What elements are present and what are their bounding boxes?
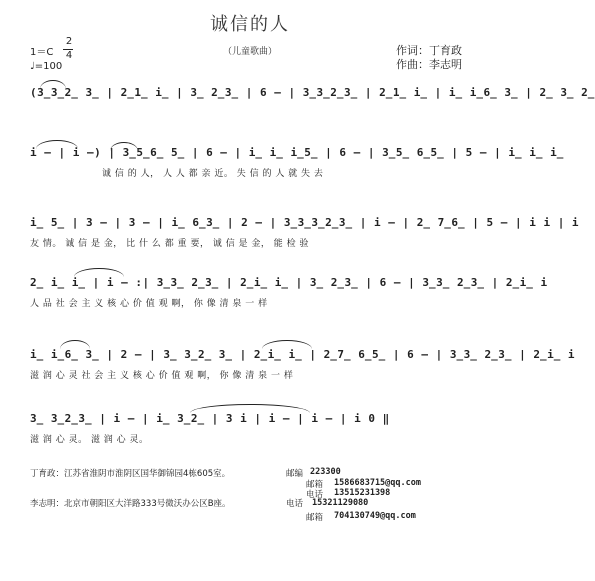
notation-line: 3̲ 3̲2̲3̲ | i – | i̲ 3̲2̲ | 3 i | i – | i – | i 0 ‖ [30, 412, 390, 425]
lyrics-line: 滋 润 心 灵。 滋 润 心 灵。 [30, 435, 149, 445]
lyrics-line: 友 情。 诚 信 是 金， 比 什 么 都 重 要， 诚 信 是 金， 能 检 验 [30, 239, 309, 249]
lyricist-credit: 作词：丁育政 [396, 44, 462, 57]
composer-credit: 作曲：李志明 [396, 58, 462, 71]
notation-line: i̲ 5̲ | 3 – | 3 – | i̲ 6̲3̲ | 2 – | 3̲3̲3̲2̲3̲ | i – | 2̲ 7̲6̲ | 5 – | i i | i [30, 216, 580, 229]
contact-email: 1586683715@qq.com [334, 478, 421, 488]
notation-line: i – | i –) | 3̲5̲6̲ 5̲ | 6 – | i̲ i̲ i̲5̲ | 6 – | 3̲5̲ 6̲5̲ | 5 – | i̲ i̲ i̲ [30, 146, 564, 159]
contact-phone: 13515231398 [334, 488, 391, 498]
song-title: 诚信的人 [210, 14, 290, 35]
contact-email-label: 邮箱 [306, 480, 324, 490]
contact-phone-label-2: 电话 [286, 499, 304, 509]
contact-composer-address: 李志明：北京市朝阳区大洋路333号微沃办公区B座。 [30, 499, 231, 509]
lyrics-line: 诚 信 的 人， 人 人 都 亲 近。 失 信 的 人 就 失 去 [102, 169, 324, 179]
contact-zip-label: 邮编 [286, 469, 304, 479]
tempo-marking: ♩=100 [30, 61, 63, 72]
contact-phone-secondary: 15321129080 [312, 498, 369, 508]
contact-lyricist-address: 丁育政：江苏省淮阴市淮阴区国华御锦园4栋605室。 [30, 469, 231, 479]
lyrics-line: 滋 润 心 灵 社 会 主 义 核 心 价 值 观 啊， 你 像 清 泉 一 样 [30, 371, 294, 381]
notation-line: i̲ i̲6̲ 3̲ | 2 – | 3̲ 3̲2̲ 3̲ | 2̲i̲ i̲ | 2̲7̲ 6̲5̲ | 6 – | 3̲3̲ 2̲3̲ | 2̲i̲ i [30, 348, 576, 361]
key-signature: 1＝C [30, 47, 54, 58]
time-signature-bottom: 4 [65, 50, 73, 61]
notation-line: (3̲3̲2̲ 3̲ | 2̲1̲ i̲ | 3̲ 2̲3̲ | 6 – | 3̲3̲2̲3̲ | 2̲1̲ i̲ | i̲ i̲6̲ 3̲ | 2̲ 3̲ 2̲ [30, 86, 595, 99]
song-subtitle: （儿童歌曲） [222, 47, 277, 57]
contact-phone-label: 电话 [306, 490, 324, 500]
contact-email-label-2: 邮箱 [306, 513, 324, 523]
notation-line: 2̲ i̲ i̲ | i – :| 3̲3̲ 2̲3̲ | 2̲i̲ i̲ | 3̲ 2̲3̲ | 6 – | 3̲3̲ 2̲3̲ | 2̲i̲ i [30, 276, 548, 289]
contact-email-2: 704130749@qq.com [334, 511, 416, 521]
contact-zip: 223300 [310, 467, 341, 477]
time-signature-top: 2 [65, 36, 73, 47]
lyrics-line: 人 品 社 会 主 义 核 心 价 值 观 啊， 你 像 清 泉 一 样 [30, 299, 268, 309]
